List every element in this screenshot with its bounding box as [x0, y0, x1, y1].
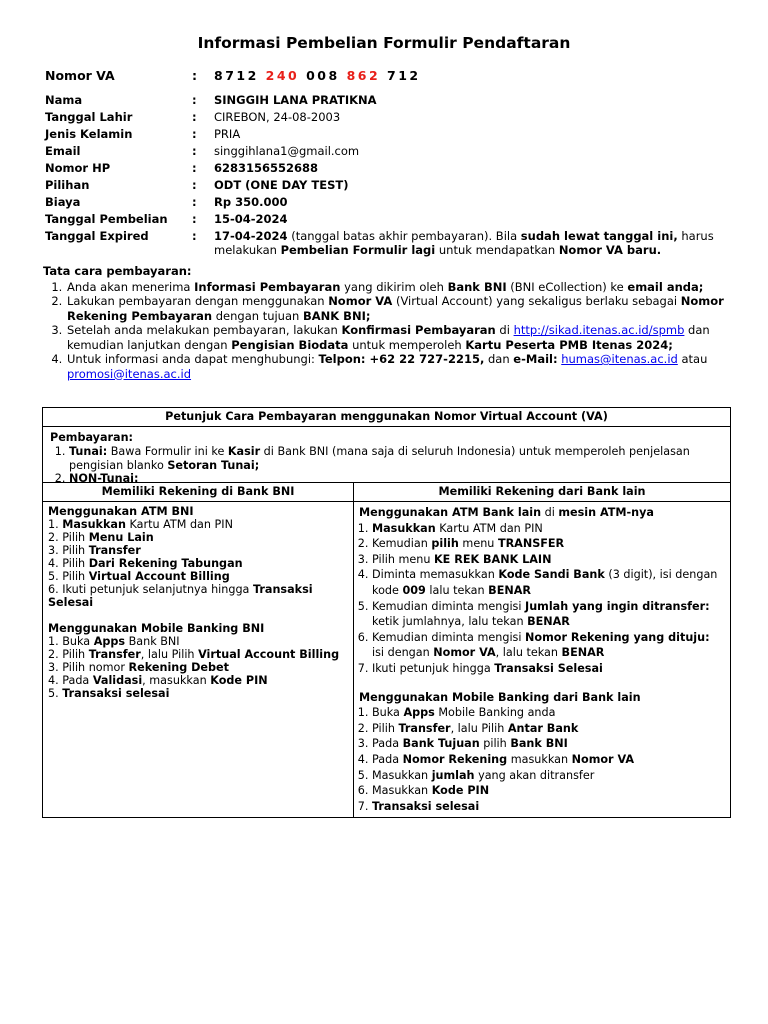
text-bold: Nomor Rekening [402, 752, 508, 766]
list-item [372, 661, 725, 677]
text-bold: pilih [431, 537, 459, 551]
payment-methods [43, 427, 730, 486]
table-heading: Petunjuk Cara Pembayaran menggunakan Nomor Virtual Account (VA) [43, 408, 730, 427]
info-value: PRIA [214, 127, 241, 141]
text: Kartu ATM dan PIN [125, 518, 233, 531]
list-item [48, 518, 348, 531]
text: di [495, 323, 514, 337]
info-row [45, 194, 735, 211]
text-bold: KE REK BANK LAIN [434, 552, 552, 566]
text-bold: Bank BNI [510, 737, 568, 751]
info-label: Tanggal Pembelian [45, 212, 168, 226]
text: , lalu tekan [495, 646, 562, 660]
text-bold: Transfer [88, 648, 141, 661]
text: Mobile Banking anda [434, 706, 556, 720]
text: 5. [48, 687, 63, 700]
list-item [372, 599, 725, 630]
text: (BNI eCollection) ke [506, 279, 628, 294]
text-bold: Transaksi selesai [62, 687, 170, 700]
list-item [48, 648, 348, 661]
step-item [66, 294, 733, 323]
text-bold: e-Mail: [513, 352, 558, 366]
text: Kemudian [372, 537, 432, 551]
text-bold: sudah lewat tanggal ini, [520, 229, 678, 243]
list-item [372, 536, 725, 552]
va-instructions-table [42, 407, 731, 818]
text: Masukkan [372, 768, 432, 782]
text-bold: Transfer [398, 721, 451, 735]
text-bold: BENAR [527, 615, 570, 629]
text-bold: Informasi Pembayaran [194, 279, 341, 294]
text: pilih [479, 737, 511, 751]
list-item [372, 752, 725, 768]
text: dan [484, 352, 514, 366]
text: Setelah anda melakukan pembayaran, lakukan [67, 323, 342, 337]
info-value: SINGGIH LANA PRATIKNA [214, 93, 377, 107]
column-heading: Memiliki Rekening dari Bank lain [354, 483, 730, 502]
text: 6. Ikuti petunjuk selanjutnya hingga [48, 583, 253, 596]
info-label: Nama [45, 93, 83, 107]
text-bold: Jumlah yang ingin ditransfer: [525, 599, 710, 613]
other-bank-column [354, 483, 730, 818]
text: untuk mendapatkan [435, 243, 559, 257]
text: (3 digit), isi dengan kode [372, 568, 718, 597]
text-bold: mesin ATM-nya [558, 506, 654, 519]
info-label: Nomor HP [45, 161, 111, 175]
colon: : [192, 127, 197, 141]
humas-email-link[interactable]: humas@itenas.ac.id [561, 352, 678, 366]
text-bold: Menu Lain [88, 531, 154, 544]
text: 4. Pilih [48, 557, 89, 570]
va-part-highlight: 240 [265, 68, 300, 83]
text: (tanggal batas akhir pembayaran). Bila [287, 229, 521, 243]
list-item [372, 783, 725, 799]
info-row [45, 92, 735, 109]
text: Kartu ATM dan PIN [435, 521, 543, 535]
info-label: Jenis Kelamin [45, 127, 133, 141]
info-label: Pilihan [45, 178, 90, 192]
info-row [45, 109, 735, 126]
info-value: singgihlana1@gmail.com [214, 144, 360, 158]
va-part: 712 [387, 68, 421, 83]
text-bold: Dari Rekening Tabungan [88, 557, 243, 570]
text-bold: Apps [403, 706, 435, 720]
text-bold: Kartu Peserta PMB Itenas 2024; [465, 337, 673, 352]
colon: : [192, 161, 197, 175]
info-value: Rp 350.000 [214, 195, 288, 209]
text: Anda akan menerima [67, 279, 195, 294]
colon: : [192, 68, 197, 83]
text: 5. Pilih [48, 570, 89, 583]
text: 1. Buka [48, 635, 94, 648]
text-bold: BENAR [488, 583, 531, 597]
column-heading: Memiliki Rekening di Bank BNI [43, 483, 353, 502]
colon: : [192, 144, 197, 158]
section-title [359, 505, 725, 521]
text-bold: Menggunakan ATM Bank lain [359, 506, 542, 519]
colon: : [192, 110, 197, 124]
text-bold: Transaksi Selesai [494, 661, 603, 675]
text-bold: Kode Sandi Bank [498, 568, 605, 582]
text-bold: Nomor VA [571, 752, 635, 766]
text-bold: Virtual Account Billing [88, 570, 230, 583]
info-label: Email [45, 144, 81, 158]
text-bold: jumlah [431, 768, 475, 782]
text: yang dikirim oleh [340, 279, 448, 294]
text-bold: Setoran Tunai; [167, 458, 260, 472]
text-bold: Masukkan [62, 518, 126, 531]
list-item [372, 552, 725, 568]
text-bold: Antar Bank [507, 721, 579, 735]
text-bold: Kode PIN [210, 674, 268, 687]
text: dengan tujuan [212, 308, 303, 323]
colon: : [192, 212, 197, 226]
text: Kemudian diminta mengisi [372, 630, 526, 644]
text: 3. Pilih [48, 544, 89, 557]
text-bold: Masukkan [372, 521, 436, 535]
text: Masukkan [372, 784, 432, 798]
text: Pilih [372, 721, 399, 735]
steps-heading: Tata cara pembayaran: [43, 264, 192, 278]
info-label: Nomor VA [45, 68, 115, 83]
text-bold: Transaksi selesai [372, 799, 480, 813]
list-item [372, 721, 725, 737]
list-item [372, 630, 725, 661]
info-row [45, 177, 735, 194]
info-value: 6283156552688 [214, 161, 319, 175]
list-item [48, 583, 348, 609]
text-bold: Transaksi Selesai [48, 583, 313, 609]
text: di Bank BNI (mana saja di seluruh Indonesia) untuk memperoleh penjelasan pengisian blanko [69, 444, 690, 472]
list-item [48, 570, 348, 583]
text: 2. Pilih [48, 648, 89, 661]
list-item [48, 544, 348, 557]
text: Pilih menu [372, 552, 434, 566]
text: 4. Pada [48, 674, 93, 687]
page-title: Informasi Pembelian Formulir Pendaftaran [197, 34, 571, 52]
info-label: Tanggal Lahir [45, 110, 133, 124]
info-label: Biaya [45, 195, 81, 209]
payment-steps [43, 264, 733, 381]
info-label: Tanggal Expired [45, 229, 149, 243]
text: Ikuti petunjuk hingga [372, 661, 495, 675]
text: (Virtual Account) yang sekaligus berlaku sebagai [392, 294, 681, 308]
list-item [48, 661, 348, 674]
text: Lakukan pembayaran dengan menggunakan [67, 294, 329, 308]
info-row-expired [45, 228, 735, 257]
section-title: Menggunakan ATM BNI [48, 505, 194, 518]
colon: : [192, 229, 197, 243]
list-item [48, 687, 348, 700]
text: Untuk informasi anda dapat menghubungi: [67, 352, 319, 366]
text: atau [677, 352, 708, 366]
text: dan kemudian lanjutkan dengan [67, 323, 710, 352]
text-bold: Kasir [227, 444, 261, 458]
colon: : [192, 93, 197, 107]
list-item [372, 567, 725, 598]
list-item [372, 768, 725, 784]
colon: : [192, 178, 197, 192]
va-number [214, 68, 735, 84]
text-bold: Nomor VA [433, 646, 496, 660]
info-value: 15-04-2024 [214, 212, 288, 226]
text: 3. Pilih nomor [48, 661, 129, 674]
text-bold: Konfirmasi Pembayaran [341, 323, 496, 337]
list-item [372, 799, 725, 815]
list-item [372, 705, 725, 721]
text-bold: TRANSFER [497, 537, 565, 551]
list-item [48, 531, 348, 544]
text-bold: BANK BNI; [302, 308, 371, 323]
section-title: Menggunakan Mobile Banking dari Bank lain [359, 690, 641, 704]
step-item [66, 323, 733, 352]
purchase-info [45, 68, 735, 257]
text-bold: Apps [93, 635, 126, 648]
text-bold: Nomor Rekening Pembayaran [67, 294, 724, 323]
list-item [48, 635, 348, 648]
list-item [372, 521, 725, 537]
text-bold: Kode PIN [431, 784, 490, 798]
text: isi dengan [372, 646, 434, 660]
text: Kemudian diminta mengisi [372, 599, 526, 613]
section-title: Menggunakan Mobile Banking BNI [48, 622, 265, 635]
text: , masukkan [142, 674, 211, 687]
info-row [45, 211, 735, 228]
text-bold: Virtual Account Billing [198, 648, 340, 661]
text: Pada [372, 737, 403, 751]
step-item [66, 352, 733, 381]
info-row [45, 143, 735, 160]
text: di [541, 506, 559, 519]
text: 1. [48, 518, 63, 531]
tunai-item [69, 445, 724, 473]
text: untuk memperoleh [348, 337, 466, 352]
text-bold: Validasi [92, 674, 143, 687]
text: 2. Pilih [48, 531, 89, 544]
text-bold: Nomor VA [328, 294, 393, 308]
bni-column [43, 483, 354, 818]
list-item [48, 674, 348, 687]
text: , lalu Pilih [140, 648, 199, 661]
text-bold: Nomor VA baru. [558, 243, 662, 257]
text-bold: BENAR [561, 646, 605, 660]
text: Pada [372, 752, 403, 766]
text: ketik jumlahnya, lalu tekan [372, 615, 528, 629]
text-bold: Pengisian Biodata [231, 337, 349, 352]
text-bold: Telpon: +62 22 727-2215, [318, 352, 485, 366]
text: Diminta memasukkan [372, 568, 499, 582]
text-bold: Nomor Rekening yang dituju: [525, 630, 710, 644]
text: Bawa Formulir ini ke [107, 444, 228, 458]
info-value: CIREBON, 24-08-2003 [214, 110, 341, 124]
info-row [45, 160, 735, 177]
list-item [48, 557, 348, 570]
text-bold: NON-Tunai: [69, 472, 139, 486]
va-part: 008 [306, 68, 340, 83]
va-part-highlight: 862 [346, 68, 381, 83]
pembayaran-label: Pembayaran: [50, 431, 134, 444]
text-bold: Pembelian Formulir lagi [280, 243, 436, 257]
text: masukkan [507, 752, 572, 766]
text-bold: Bank BNI [447, 279, 507, 294]
text: yang akan ditransfer [474, 768, 595, 782]
text-bold: Rekening Debet [128, 661, 229, 674]
text-bold: 009 [402, 583, 426, 597]
info-value: ODT (ONE DAY TEST) [214, 178, 349, 192]
colon: : [192, 195, 197, 209]
expired-text [214, 228, 735, 257]
text-bold: Bank Tujuan [402, 737, 480, 751]
text: lalu tekan [425, 583, 489, 597]
text: harus melakukan [214, 229, 714, 257]
promosi-email-link[interactable]: promosi@itenas.ac.id [67, 366, 192, 381]
info-row [45, 126, 735, 143]
text: Buka [372, 706, 404, 720]
text-bold: Tunai: [69, 444, 108, 458]
text-bold: Transfer [88, 544, 141, 557]
va-part: 8712 [214, 68, 259, 83]
list-item [372, 736, 725, 752]
text-bold: email anda; [627, 279, 704, 294]
text: , lalu Pilih [450, 721, 508, 735]
sikad-link[interactable]: http://sikad.itenas.ac.id/spmb [513, 323, 685, 337]
info-row-va [45, 68, 735, 92]
text: Bank BNI [125, 635, 180, 648]
expired-date: 17-04-2024 [214, 229, 288, 243]
text: menu [458, 537, 498, 551]
step-item [66, 280, 733, 295]
